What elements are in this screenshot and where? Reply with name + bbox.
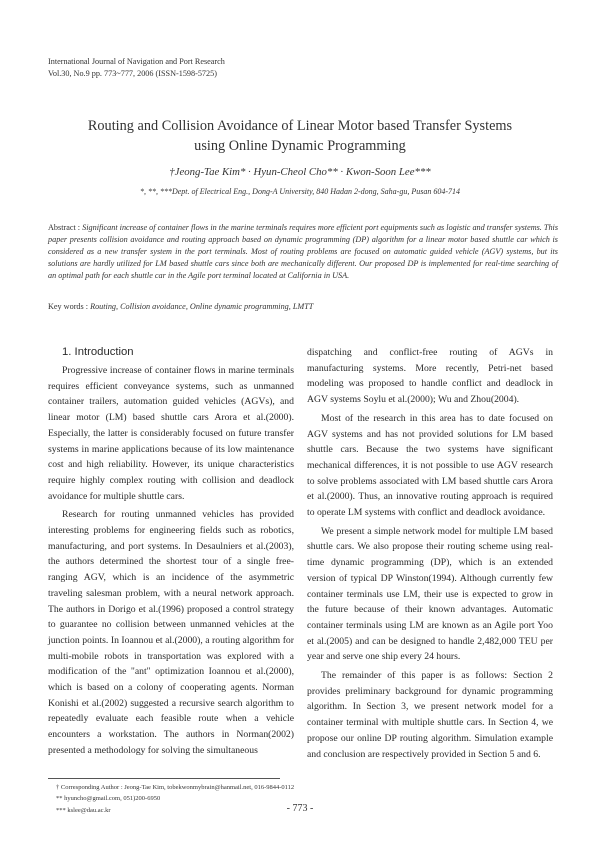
title-line-1: Routing and Collision Avoidance of Linear Motor based Transfer Systems: [87, 118, 513, 134]
section-heading: 1. Introduction: [62, 346, 134, 358]
journal-volume: Vol.30, No.9 pp. 773~777, 2006 (ISSN-1598-5725): [48, 68, 217, 78]
keywords-label: Key words :: [48, 302, 91, 311]
author-list: †Jeong-Tae Kim* · Hyun-Cheol Cho** · Kwon-Soon Lee***: [169, 166, 431, 178]
affiliation: *, **, ***Dept. of Electrical Eng., Dong-A University, 840 Hadan 2-dong, Saha-gu, Pusan 604-714: [139, 187, 461, 196]
paragraph: The remainder of this paper is as follows: Section 2 provides preliminary background for dynamic programming algorithm. In Section 3, we present network model for a container terminal with multiple shuttle cars. In Section 4, we propose our online DP routing algorithm. Simulation example and conclusion are respectively provided in Section 5 and 6.: [307, 670, 553, 760]
paper-title: [40, 116, 560, 156]
footnote: *** kslee@dau.ac.kr: [56, 806, 111, 814]
title-line-2: using Online Dynamic Programming: [194, 138, 406, 154]
paragraph: We present a simple network model for multiple LM based shuttle cars. We also propose their routing scheme using real-time dynamic programming (DP), which is an extended version of typical DP Winston(1994). Although currently few container terminals use LM, their use is expected to grow in the future because of their known advantages. Automatic container terminals using LM are known as an Agile port Yoo et al.(2005) and can be designed to handle 2,482,000 TEU per year and serve one ship every 24 hours.: [307, 525, 553, 663]
footnote: † Corresponding Author : Jeong-Tae Kim, tobekwonmybrain@hanmail.net, 016-9844-0112: [56, 784, 295, 791]
keywords: [48, 302, 558, 311]
left-column: [48, 345, 294, 762]
abstract-label: Abstract :: [48, 223, 83, 232]
abstract: [48, 222, 558, 282]
footnote-divider: [48, 778, 280, 779]
footnote: ** hyuncho@gmail.com, 051)200-6950: [56, 795, 161, 803]
journal-header: [48, 56, 225, 79]
paragraph: Research for routing unmanned vehicles has provided interesting problems for engineering fields such as robotics, manufacturing, and port systems. In Desaulniers et al.(2003), the authors determined the shortest tour of a single free-ranging AGV, which is an incidence of the asymmetric traveling salesman problem, with a neural network approach. The authors in Dorigo et al.(1996) proposed a control strategy to guarantee no collision between unmanned vehicles at the junction points. In Ioannou et al.(2000), a routing algorithm for multi-mobile robots in transportation was explored with a modification of the "ant" optimization Ioannou et al.(2000), which is based on a colony of cooperating agents. Norman Konishi et al.(2002) suggested a recursive search algorithm to repeatedly evaluate each feasible route when a vehicle encounters a workstation. The authors in Norman(2002) presented a methodology for solving the simultaneous: [48, 509, 294, 756]
journal-name: International Journal of Navigation and Port Research: [48, 57, 225, 66]
paragraph: dispatching and conflict-free routing of AGVs in manufacturing systems. More recently, Petri-net based modeling was proposed to handle conflict and deadlock in AGV systems Soylu et al.(2000); Wu and Zhou(2004).: [307, 347, 553, 406]
keywords-text: Routing, Collision avoidance, Online dynamic programming, LMTT: [90, 302, 314, 311]
abstract-text: Significant increase of container flows in the marine terminals requires more efficient port equipments such as logistic and transfer systems. This paper presents collision avoidance and routing approach based on dynamic programming (DP) algorithm for a linear motor based shuttle car which is considered as a new transfer system in the port terminals. Most of routing problems are focused on automatic guided vehicle (AGV) systems, but its solutions are hardly utilized for LM based shuttle cars since both are mechanically different. Our proposed DP is implemented for real-time searching of an optimal path for each shuttle car in the Agile port terminal located at California in USA.: [48, 223, 559, 280]
page-number: - 773 -: [286, 803, 314, 814]
paragraph: Most of the research in this area has to date focused on AGV systems and has not provided solutions for LM based shuttle cars. Because the two systems have significant mechanical differences, it is not possible to use AGV research to solve problems associated with LM based shuttle cars Arora et al.(2000). Thus, an innovative routing approach is required to operate LM systems with conflict and deadlock avoidance.: [307, 412, 553, 519]
right-column: [307, 345, 553, 765]
paragraph: Progressive increase of container flows in marine terminals requires efficient conveyance systems, such as unmanned container trailers, automation guided vehicles (AGVs), and linear motor (LM) based shuttle cars Arora et al.(2000). Especially, the latter is considerably focused on future transfer systems in marine applications because of its low maintenance cost and high reliability. However, its unique characteristics require highly complex routing with collision and deadlock avoidance for multiple shuttle cars.: [48, 365, 294, 502]
